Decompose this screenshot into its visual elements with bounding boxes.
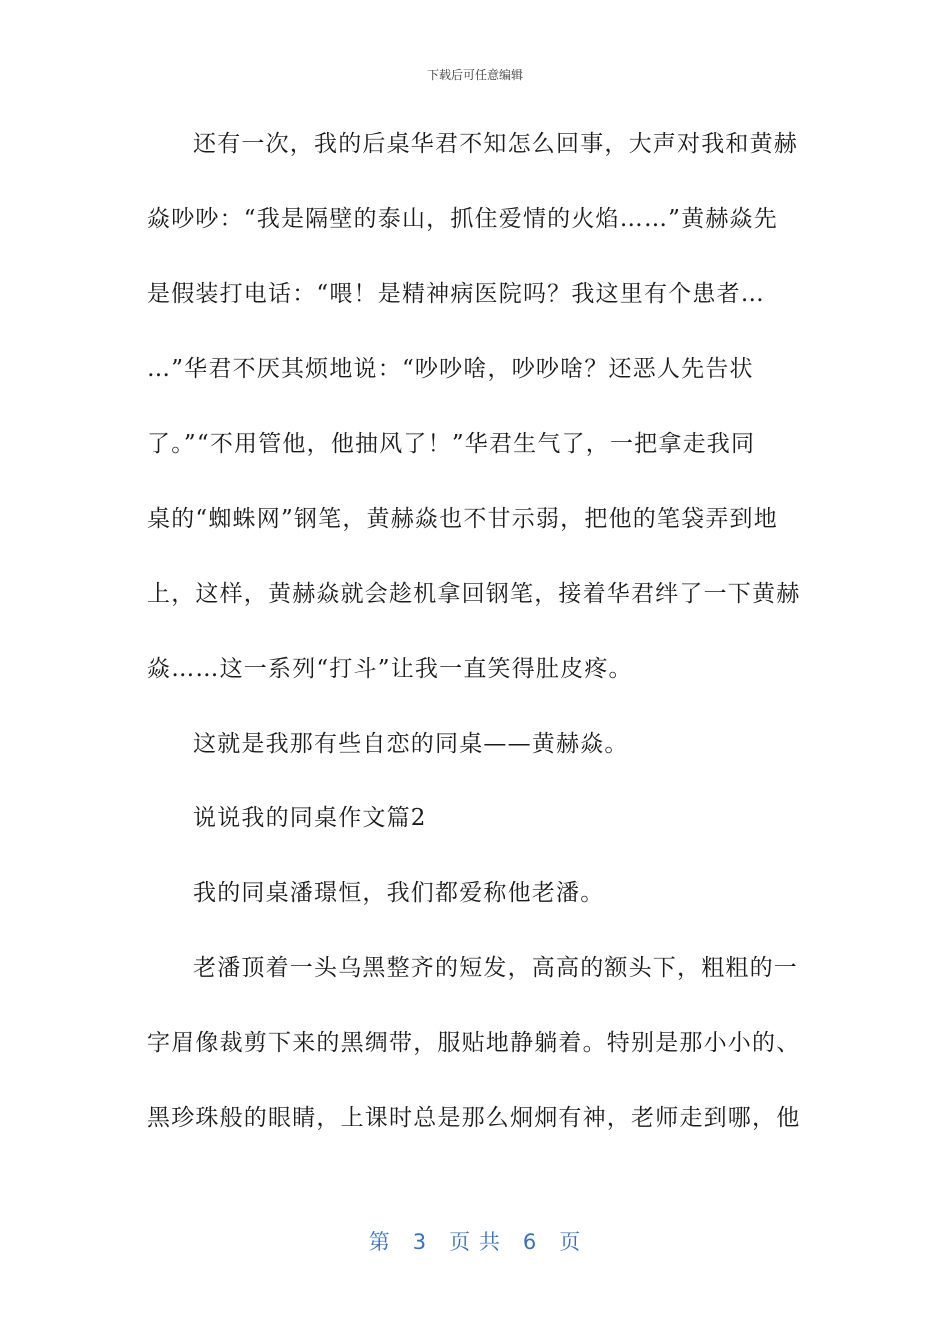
footer-prefix: 第 bbox=[368, 1230, 391, 1254]
footer-middle: 页 共 bbox=[449, 1230, 501, 1254]
page-footer bbox=[0, 1226, 950, 1256]
page-header: 下载后可任意编辑 bbox=[426, 68, 523, 82]
section-title: 说说我的同桌作文篇2 bbox=[193, 805, 427, 831]
paragraph-line: 上，这样，黄赫焱就会趁机拿回钢笔，接着华君绊了一下黄赫 bbox=[147, 581, 801, 607]
paragraph-line: 还有一次，我的后桌华君不知怎么回事，大声对我和黄赫 bbox=[193, 131, 798, 157]
paragraph-line: 了。”“不用管他，他抽风了！”华君生气了，一把拿走我同 bbox=[147, 431, 756, 457]
paragraph-line: 焱……这一系列“打斗”让我一直笑得肚皮疼。 bbox=[147, 656, 633, 682]
paragraph-line: 黑珍珠般的眼睛，上课时总是那么炯炯有神，老师走到哪，他 bbox=[147, 1105, 801, 1131]
paragraph-line: 这就是我那有些自恋的同桌——黄赫焱。 bbox=[193, 731, 629, 757]
paragraph-line: 老潘顶着一头乌黑整齐的短发，高高的额头下，粗粗的一 bbox=[193, 955, 798, 981]
paragraph-line: 是假装打电话：“喂！是精神病医院吗？我这里有个患者… bbox=[147, 281, 765, 307]
footer-total-pages: 6 bbox=[522, 1230, 538, 1254]
footer-page-number: 3 bbox=[412, 1230, 428, 1254]
paragraph-line: …”华君不厌其烦地说：“吵吵啥，吵吵啥？还恶人先告状 bbox=[147, 356, 754, 382]
paragraph-line: 我的同桌潘璟恒，我们都爱称他老潘。 bbox=[193, 880, 605, 906]
paragraph-line: 桌的“蜘蛛网”钢笔，黄赫焱也不甘示弱，把他的笔袋弄到地 bbox=[147, 506, 778, 532]
footer-suffix: 页 bbox=[559, 1230, 582, 1254]
paragraph-line: 焱吵吵：“我是隔壁的泰山，抓住爱情的火焰……”黄赫焱先 bbox=[147, 206, 778, 232]
paragraph-line: 字眉像裁剪下来的黑绸带，服贴地静躺着。特别是那小小的、 bbox=[147, 1030, 801, 1056]
